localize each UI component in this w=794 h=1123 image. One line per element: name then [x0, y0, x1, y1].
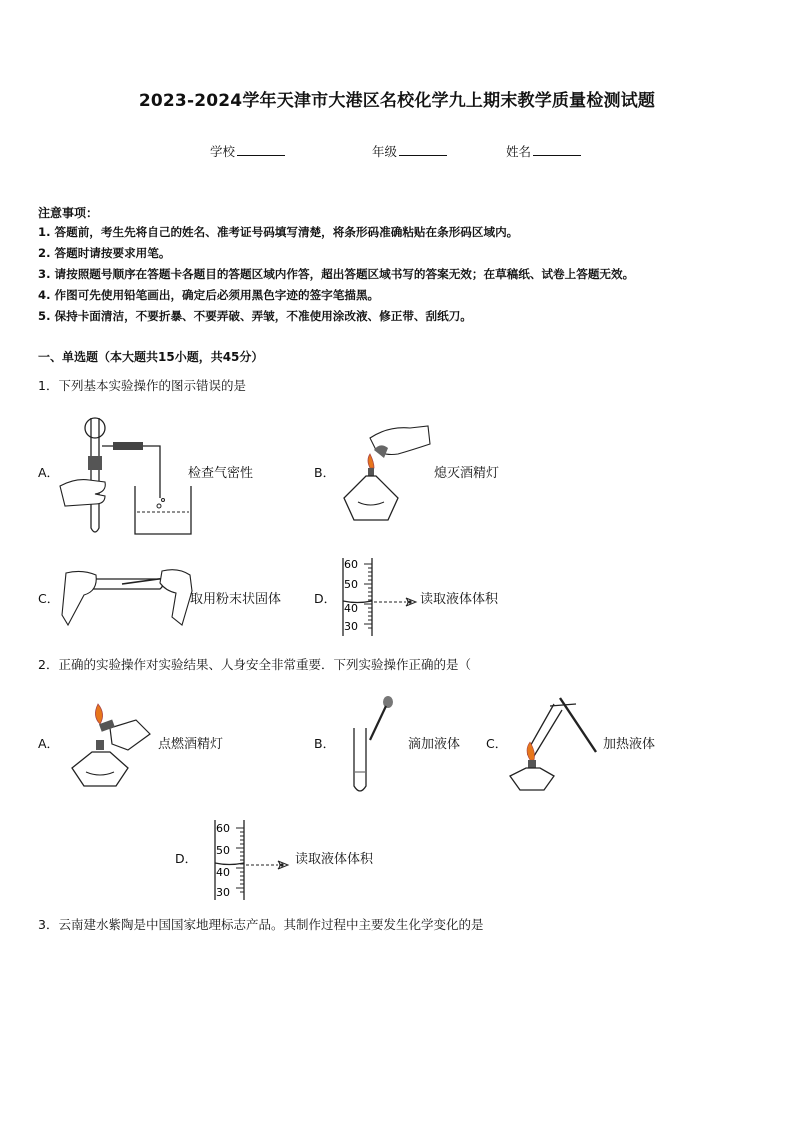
grade-blank[interactable] — [399, 142, 447, 156]
notice-heading: 注意事项： — [38, 206, 99, 220]
cylinder-tick-label: 50 — [344, 578, 358, 591]
school-label: 学校 — [210, 144, 236, 159]
cylinder-reading-figure-2 — [212, 820, 296, 902]
q2-option-c-caption: 加热液体 — [603, 737, 656, 752]
q1-option-c-caption: 取用粉末状固体 — [190, 592, 282, 607]
section-heading: 一、单选题（本大题共15小题，共45分） — [38, 350, 264, 364]
q1-option-c-letter[interactable]: C． — [38, 591, 60, 606]
school-blank[interactable] — [237, 142, 285, 156]
grade-field[interactable] — [372, 142, 447, 160]
notice-item: 4. 作图可先使用铅笔画出，确定后必须用黑色字迹的签字笔描黑。 — [38, 288, 380, 302]
q1-option-d-letter[interactable]: D． — [314, 591, 337, 606]
notice-item: 2. 答题时请按要求用笔。 — [38, 246, 171, 260]
page-title: 2023-2024学年天津市大港区名校化学九上期末教学质量检测试题 — [138, 91, 656, 111]
extinguish-lamp-figure — [340, 420, 435, 530]
school-field[interactable] — [210, 142, 285, 160]
airtight-check-figure — [55, 408, 195, 538]
q2-option-d-letter[interactable]: D． — [175, 851, 198, 866]
grade-label: 年级 — [372, 144, 398, 159]
lighting-lamp-figure — [70, 698, 160, 790]
cylinder-tick-label: 60 — [216, 822, 230, 835]
dropping-liquid-figure — [348, 694, 398, 796]
q1-option-b-caption: 熄灭酒精灯 — [434, 466, 500, 481]
name-blank[interactable] — [533, 142, 581, 156]
heating-liquid-figure — [506, 694, 602, 794]
powder-sampling-figure — [62, 565, 192, 625]
q1-option-a-caption: 检查气密性 — [188, 466, 254, 481]
name-field[interactable] — [506, 142, 581, 160]
notice-item: 5. 保持卡面清洁，不要折暴、不要弄破、弄皱，不准使用涂改液、修正带、刮纸刀。 — [38, 309, 472, 323]
q2-option-a-letter[interactable]: A． — [38, 736, 60, 751]
question-2-stem: 2．正确的实验操作对实验结果、人身安全非常重要．下列实验操作正确的是（ — [38, 657, 471, 672]
q1-option-b-letter[interactable]: B． — [314, 465, 336, 480]
q2-option-d-caption: 读取液体体积 — [295, 852, 374, 867]
cylinder-tick-label: 40 — [216, 866, 230, 879]
cylinder-tick-label: 30 — [344, 620, 358, 633]
cylinder-reading-figure — [340, 558, 424, 638]
cylinder-tick-label: 50 — [216, 844, 230, 857]
cylinder-tick-label: 60 — [344, 558, 358, 571]
q2-option-a-caption: 点燃酒精灯 — [158, 737, 224, 752]
question-3-stem: 3．云南建水紫陶是中国国家地理标志产品。其制作过程中主要发生化学变化的是 — [38, 917, 484, 932]
cylinder-tick-label: 30 — [216, 886, 230, 899]
notice-item: 1. 答题前，考生先将自己的姓名、准考证号码填写清楚，将条形码准确粘贴在条形码区域内。 — [38, 225, 519, 239]
question-1-stem: 1．下列基本实验操作的图示错误的是 — [38, 378, 246, 393]
q1-option-a-letter[interactable]: A． — [38, 465, 60, 480]
q2-option-c-letter[interactable]: C． — [486, 736, 508, 751]
q2-option-b-letter[interactable]: B． — [314, 736, 336, 751]
q1-option-d-caption: 读取液体体积 — [420, 592, 499, 607]
notice-item: 3. 请按照题号顺序在答题卡各题目的答题区域内作答，超出答题区域书写的答案无效；在草稿纸、试卷上答题无效。 — [38, 267, 635, 281]
cylinder-tick-label: 40 — [344, 602, 358, 615]
name-label: 姓名 — [506, 144, 532, 159]
q2-option-b-caption: 滴加液体 — [408, 737, 461, 752]
